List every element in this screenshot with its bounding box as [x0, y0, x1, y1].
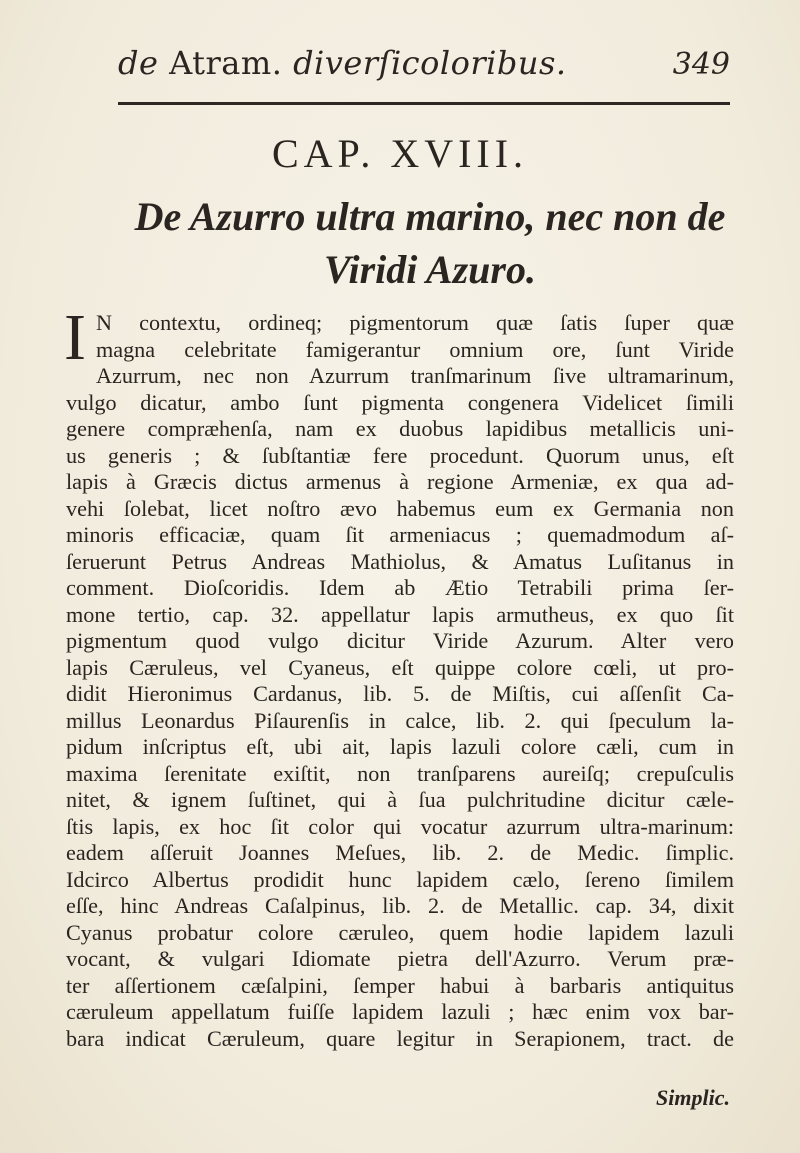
subtitle-line: Viridi Azuro. [324, 247, 536, 292]
text-line: vehi ſolebat, licet noſtro ævo habemus eum ex Germania non [66, 495, 734, 521]
text-line: vocant, & vulgari Idiomate pietra dell'Azurro. Verum præ- [66, 946, 734, 971]
text-line: millus Leonardus Piſaurenſis in calce, lib. 2. qui ſpeculum la- [66, 707, 734, 733]
chapter-heading: CAP. XVIII. [271, 131, 529, 176]
text-line: pigmentum quod vulgo dicitur Viride Azurum. Alter vero [66, 628, 734, 653]
header-rule [118, 102, 730, 105]
text-line: comment. Dioſcoridis. Idem ab Ætio Tetrabili prima ſer- [66, 575, 734, 600]
text-line: maxima ſerenitate exiſtit, non tranſparens aureiſq; crepuſculis [66, 760, 734, 786]
chapter-subtitle [70, 190, 790, 296]
text-line: ſtis lapis, ex hoc ſit color qui vocatur azurrum ultra-marinum: [66, 813, 734, 839]
text-line: vulgo dicatur, ambo ſunt pigmenta congenera Videlicet ſimili [66, 389, 734, 415]
text-line: magna celebritate famigerantur omnium ore, ſunt Viride [95, 336, 734, 362]
text-line: mone tertio, cap. 32. appellatur lapis armutheus, ex quo ſit [66, 601, 734, 627]
text-line: Idcirco Albertus prodidit hunc lapidem cælo, ſereno ſimilem [66, 866, 734, 892]
running-title-prefix: de [118, 44, 159, 82]
body-text [64, 301, 734, 1052]
text-line: cæruleum appellatum fuiſſe lapidem lazuli ; hæc enim vox bar- [66, 999, 734, 1024]
drop-initial: I [64, 301, 86, 374]
text-line: genere compræhenſa, nam ex duobus lapidibus metallicis uni- [66, 416, 734, 441]
running-title-word: Atram. [169, 44, 283, 82]
text-line: eſſe, hinc Andreas Caſalpinus, lib. 2. de Metallic. cap. 34, dixit [66, 893, 734, 918]
catchword: Simplic. [656, 1085, 730, 1110]
text-line: ſeruerunt Petrus Andreas Mathiolus, & Amatus Luſitanus in [66, 548, 734, 574]
running-title-rest: diverſicoloribus. [293, 44, 567, 82]
text-line: nitet, & ignem ſuſtinet, qui à ſua pulchritudine dicitur cæle- [66, 787, 734, 812]
page-number: 349 [672, 47, 730, 82]
text-line: us generis ; & ſubſtantiæ fere procedunt. Quorum unus, eſt [66, 442, 734, 468]
text-line: bara indicat Cæruleum, quare legitur in Serapionem, tract. de [66, 1025, 734, 1051]
running-title [118, 44, 567, 82]
text-line: didit Hieronimus Cardanus, lib. 5. de Miſtis, cui aſſenſit Ca- [66, 681, 734, 706]
subtitle-line: De Azurro ultra marino, nec non de [134, 194, 726, 239]
running-head [118, 44, 730, 92]
text-line: eadem aſſeruit Joannes Meſues, lib. 2. de Medic. ſimplic. [66, 840, 734, 865]
text-line: lapis Cæruleus, vel Cyaneus, eſt quippe colore cœli, ut pro- [66, 654, 734, 680]
text-line: minoris efficaciæ, quam ſit armeniacus ; quemadmodum aſ- [66, 522, 734, 547]
text-line: lapis à Græcis dictus armenus à regione Armeniæ, ex qua ad- [66, 469, 734, 494]
text-line: Azurrum, nec non Azurrum tranſmarinum ſive ultramarinum, [95, 363, 734, 388]
text-line: N contextu, ordineq; pigmentorum quæ ſatis ſuper quæ [95, 310, 734, 335]
text-line: pidum inſcriptus eſt, ubi ait, lapis lazuli colore cæli, cum in [66, 734, 734, 759]
text-line: Cyanus probatur colore cæruleo, quem hodie lapidem lazuli [66, 919, 734, 945]
text-line: ter aſſertionem cæſalpini, ſemper habui à barbaris antiquitus [66, 972, 734, 998]
